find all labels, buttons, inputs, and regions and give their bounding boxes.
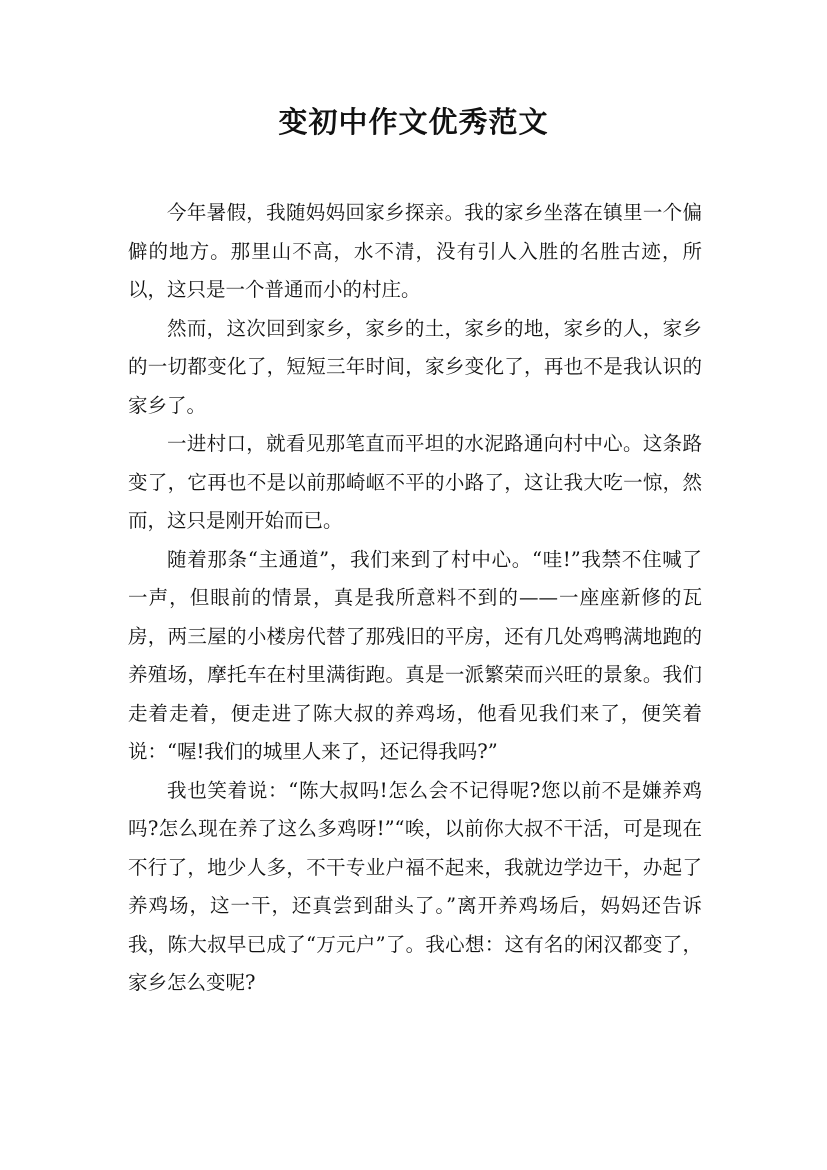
document-body xyxy=(128,194,702,1003)
paragraph: 一进村口，就看见那笔直而平坦的水泥路通向村中心。这条路变了，它再也不是以前那崎岖不平的小路了，这让我大吃一惊，然而，这只是刚开始而已。 xyxy=(128,432,702,532)
document-title: 变初中作文优秀范文 xyxy=(278,105,549,139)
paragraph: 随着那条“主通道”，我们来到了村中心。“哇!”我禁不住喊了一声，但眼前的情景，真是我所意料不到的——一座座新修的瓦房，两三屋的小楼房代替了那残旧的平房，还有几处鸡鸭满地跑的养殖场，摩托车在村里满街跑。真是一派繁荣而兴旺的景象。我们走着走着，便走进了陈大叔的养鸡场，他看见我们来了，便笑着说：“喔!我们的城里人来了，还记得我吗?” xyxy=(128,547,702,763)
paragraph: 然而，这次回到家乡，家乡的土，家乡的地，家乡的人，家乡的一切都变化了，短短三年时间，家乡变化了，再也不是我认识的家乡了。 xyxy=(128,316,702,417)
paragraph: 今年暑假，我随妈妈回家乡探亲。我的家乡坐落在镇里一个偏僻的地方。那里山不高，水不清，没有引人入胜的名胜古迹，所以，这只是一个普通而小的村庄。 xyxy=(128,201,702,301)
paragraph: 我也笑着说：“陈大叔吗!怎么会不记得呢?您以前不是嫌养鸡吗?怎么现在养了这么多鸡呀!”“唉，以前你大叔不干活，可是现在不行了，地少人多，不干专业户福不起来，我就边学边干，办起了养鸡场，这一干，还真尝到甜头了。”离开养鸡场后，妈妈还告诉我，陈大叔早已成了“万元户”了。我心想：这有名的闲汉都变了，家乡怎么变呢? xyxy=(128,778,702,994)
